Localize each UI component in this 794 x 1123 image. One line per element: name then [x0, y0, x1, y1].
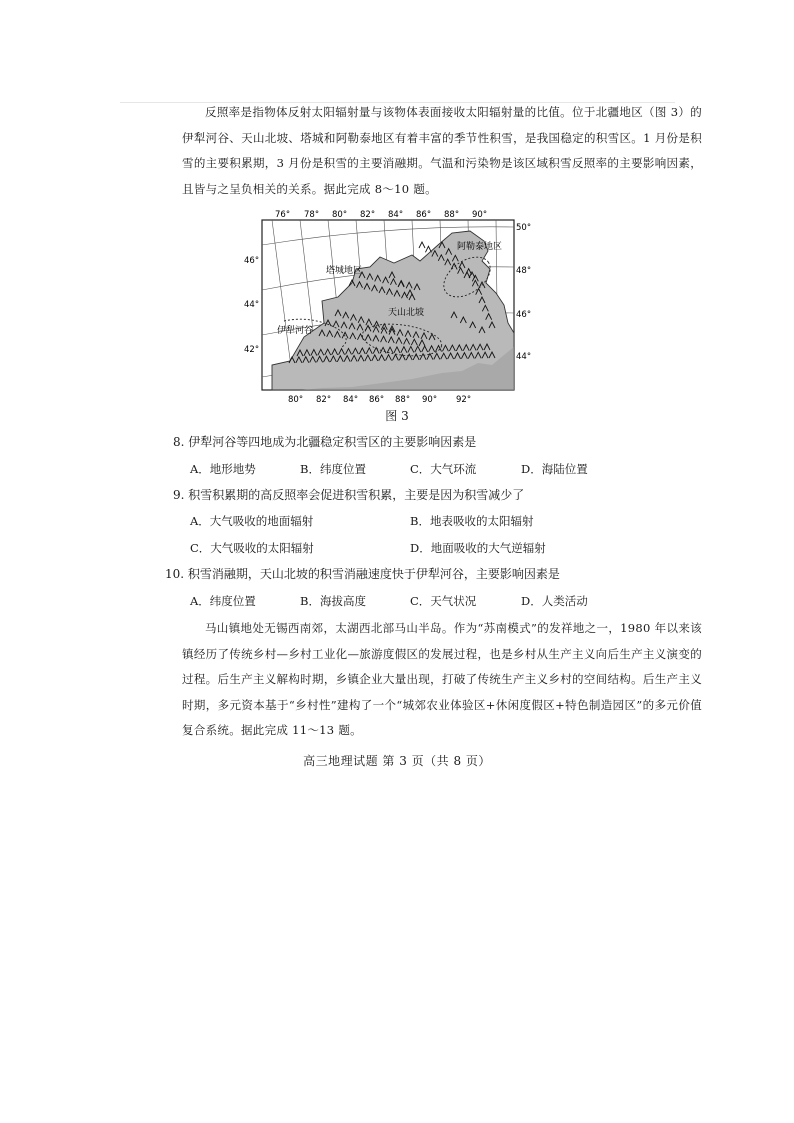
- q10-option-a[interactable]: A．纬度位置: [190, 594, 256, 608]
- svg-text:44°: 44°: [244, 300, 260, 310]
- svg-text:82°: 82°: [316, 395, 332, 405]
- question-number: 9.: [173, 488, 185, 502]
- svg-text:80°: 80°: [288, 395, 304, 405]
- svg-text:86°: 86°: [416, 210, 432, 220]
- svg-text:46°: 46°: [244, 256, 260, 266]
- top-lon-labels: [275, 210, 487, 220]
- figure-3-map: [242, 205, 532, 435]
- question-10: [165, 564, 560, 584]
- svg-text:50°: 50°: [516, 223, 532, 233]
- question-number: 10.: [165, 567, 185, 581]
- q9-option-a[interactable]: A．大气吸收的地面辐射: [190, 514, 314, 528]
- question-number: 8.: [173, 435, 185, 449]
- svg-text:90°: 90°: [422, 395, 438, 405]
- right-lat-labels: [516, 223, 531, 362]
- question-stem: 积雪消融期，天山北坡的积雪消融速度快于伊犁河谷，主要影响因素是: [187, 567, 560, 581]
- q9-option-b[interactable]: B．地表吸收的太阳辐射: [410, 514, 534, 528]
- figure-caption: 图 3: [385, 409, 409, 423]
- svg-text:88°: 88°: [395, 395, 411, 405]
- bottom-lon-labels: [288, 395, 471, 405]
- svg-text:86°: 86°: [369, 395, 385, 405]
- question-8: [173, 432, 476, 452]
- label-tianshan: 天山北坡: [388, 308, 425, 318]
- label-altay: 阿勒泰地区: [457, 242, 503, 252]
- label-yili: 伊犁河谷: [277, 326, 314, 336]
- svg-text:46°: 46°: [516, 310, 532, 320]
- svg-text:84°: 84°: [343, 395, 359, 405]
- question-stem: 积雪积累期的高反照率会促进积雪积累，主要是因为积雪减少了: [188, 488, 525, 502]
- svg-text:76°: 76°: [275, 210, 291, 220]
- svg-text:92°: 92°: [456, 395, 472, 405]
- q9-option-c[interactable]: C．大气吸收的太阳辐射: [190, 541, 314, 555]
- svg-text:90°: 90°: [472, 210, 488, 220]
- page-footer: 高三地理试题 第 3 页（共 8 页）: [303, 754, 491, 768]
- q8-option-a[interactable]: A．地形地势: [190, 462, 256, 476]
- q9-option-d[interactable]: D．地面吸收的大气逆辐射: [410, 541, 546, 555]
- q10-option-b[interactable]: B．海拔高度: [300, 594, 366, 608]
- q10-option-c[interactable]: C．天气状况: [410, 594, 477, 608]
- question-9: [173, 485, 524, 505]
- svg-text:42°: 42°: [244, 345, 260, 355]
- intro-paragraph-1: 反照率是指物体反射太阳辐射量与该物体表面接收太阳辐射量的比值。位于北疆地区（图 3）的伊犁河谷、天山北坡、塔城和阿勒泰地区有着丰富的季节性积雪，是我国稳定的积雪区。1 月份是积雪的主要积累期，3 月份是积雪的主要消融期。气温和污染物是该区域积雪反照率的主要影响因素，且皆与之呈负相关的关系。据此完成 8～10 题。: [182, 105, 702, 196]
- svg-text:48°: 48°: [516, 266, 532, 276]
- svg-text:88°: 88°: [444, 210, 460, 220]
- question-stem: 伊犁河谷等四地成为北疆稳定积雪区的主要影响因素是: [188, 435, 477, 449]
- svg-text:44°: 44°: [516, 352, 532, 362]
- svg-text:84°: 84°: [388, 210, 404, 220]
- label-tacheng: 塔城地区: [326, 266, 363, 276]
- q8-option-c[interactable]: C．大气环流: [410, 462, 477, 476]
- intro-paragraph-2: 马山镇地处无锡西南郊，太湖西北部马山半岛。作为“苏南模式”的发祥地之一，1980 年以来该镇经历了传统乡村—乡村工业化—旅游度假区的发展过程，也是乡村从生产主义向后生产主义演变的过程。后生产主义解构时期，乡镇企业大量出现，打破了传统生产主义乡村的空间结构。后生产主义时期，多元资本基于“乡村性”建构了一个“城郊农业体验区+休闲度假区+特色制造园区”的多元价值复合系统。据此完成 11～13 题。: [182, 621, 702, 737]
- map-svg: [242, 205, 532, 435]
- svg-text:82°: 82°: [360, 210, 376, 220]
- q8-option-b[interactable]: B．纬度位置: [300, 462, 366, 476]
- svg-text:78°: 78°: [304, 210, 320, 220]
- left-lat-labels: [244, 256, 259, 355]
- svg-text:80°: 80°: [332, 210, 348, 220]
- q10-option-d[interactable]: D．人类活动: [521, 594, 588, 608]
- q8-option-d[interactable]: D．海陆位置: [521, 462, 588, 476]
